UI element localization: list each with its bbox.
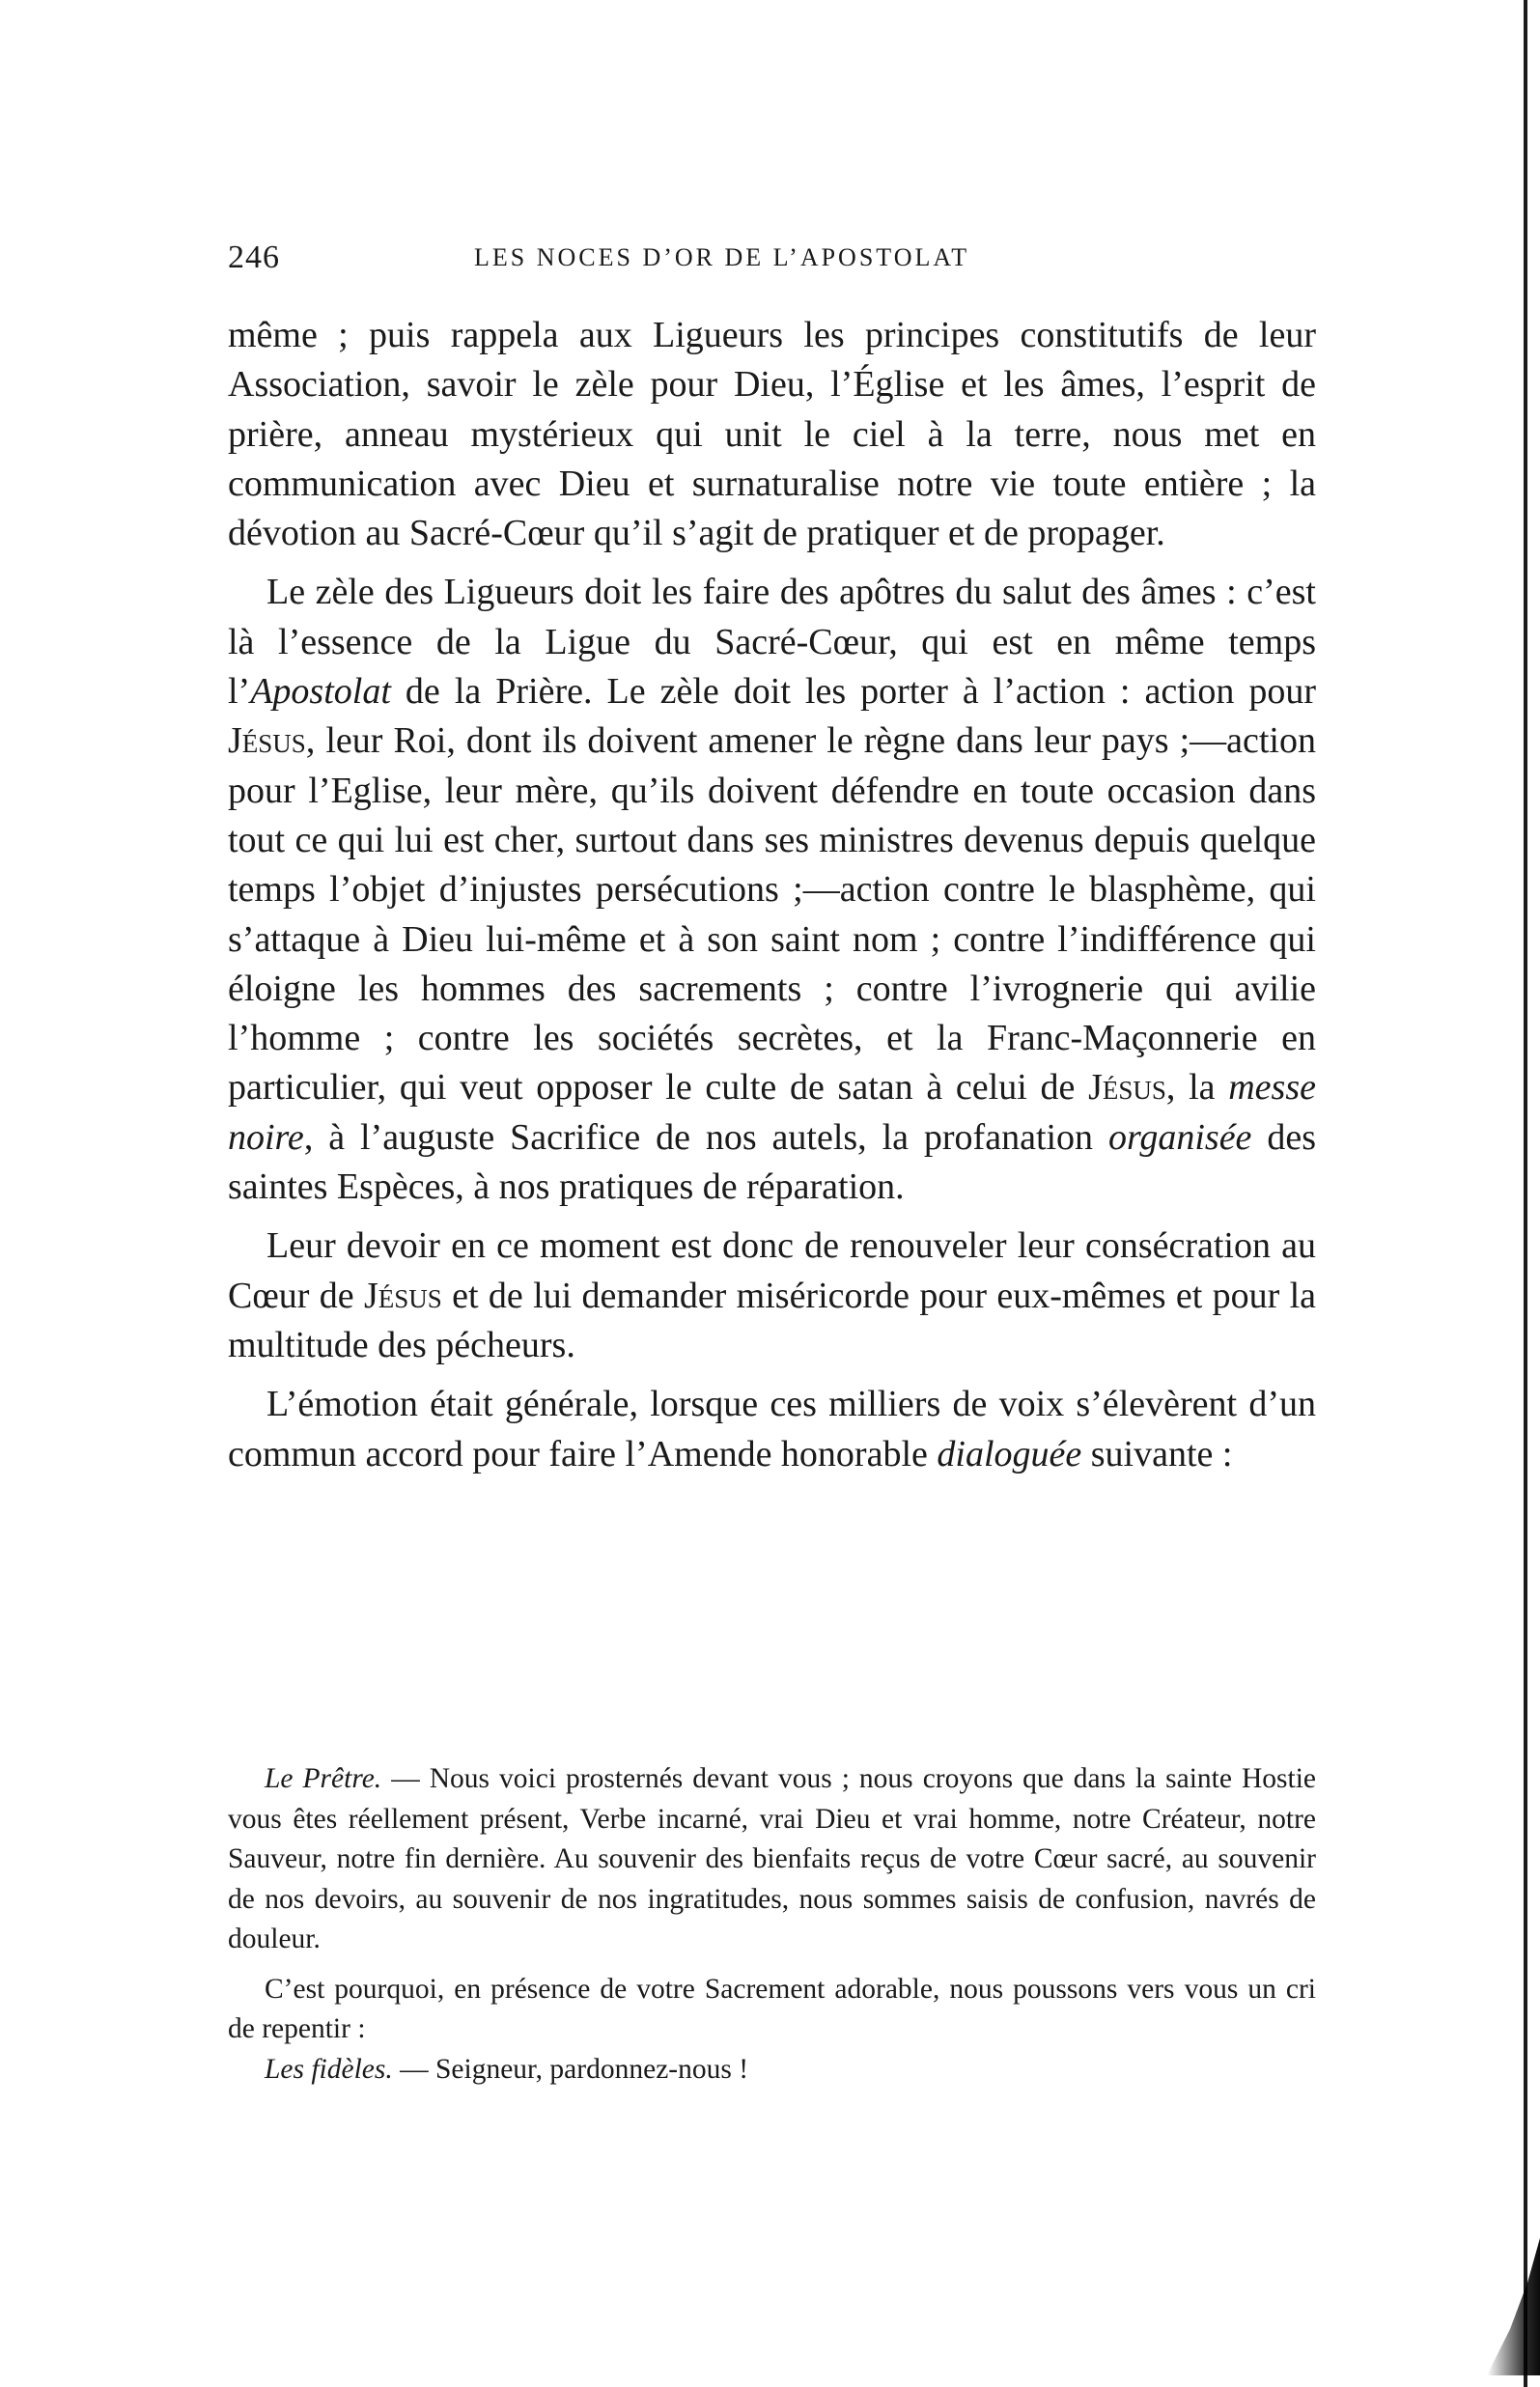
paragraph-3-part: Leur devoir en ce moment est donc de renouveler leur consécration au Cœur de (228, 1225, 1316, 1316)
faithful-response (228, 2050, 1316, 2091)
priest-verse (228, 1759, 1316, 1960)
page-header (228, 239, 1319, 278)
paragraph-4 (228, 1380, 1316, 1479)
paragraph-2-part: , la (1165, 1067, 1229, 1109)
italic-dialoguee: dialoguée (937, 1433, 1082, 1474)
running-title: LES NOCES D’OR DE L’APOSTOLAT (474, 243, 970, 271)
paragraph-2-part: Le zèle des Ligueurs doit les faire des apôtres du salut des âmes : c’est là l’essence de la Ligue du Sacré-Cœur, qui est en même temps l’ (228, 572, 1316, 713)
italic-messe-noire: messe noire (228, 1067, 1316, 1158)
speaker-priest: Le Prêtre. (265, 1763, 382, 1794)
paragraph-3 (228, 1222, 1316, 1370)
italic-organisee: organisée (1107, 1116, 1252, 1158)
page-edge-shadow (1524, 0, 1527, 2387)
main-text (228, 311, 1316, 1489)
page-corner-shadow (1487, 2221, 1540, 2375)
speaker-faithful: Les fidèles. (265, 2053, 393, 2085)
paragraph-2-part: , à l’auguste Sacrifice de nos autels, la profanation (303, 1116, 1108, 1158)
paragraph-2-part: de la Prière. Le zèle doit les porter à l’action : action pour (390, 671, 1316, 713)
paragraph-2-part: , leur Roi, dont ils doivent amener le règne dans leur pays ;—action pour l’Eglise, leur mère, qu’ils doivent défendre en toute occasion dans tout ce qui lui est cher, surtout dans ses ministres devenus depuis quelque temps l’objet d’injustes persécutions ;—action contre le blasphème, qui s’attaque à Dieu lui-même et à son saint nom ; contre l’indifférence qui éloigne les hommes des sacrements ; contre l’ivrognerie qui avilie l’homme ; contre les sociétés secrètes, et la Franc-Maçonnerie en particulier, qui veut opposer le culte de satan à celui de (228, 720, 1316, 1109)
italic-apostolat: Apostolat (250, 671, 391, 713)
paragraph-1: même ; puis rappela aux Ligueurs les principes constitutifs de leur Association, savoir le zèle pour Dieu, l’Église et les âmes, l’esprit de prière, anneau mystérieux qui unit le ciel à la terre, nous met en communication avec Dieu et surnaturalise notre vie toute entière ; la dévotion au Sacré-Cœur qu’il s’agit de pratiquer et de propager. (228, 315, 1316, 554)
faithful-response-text: — Seigneur, pardonnez-nous ! (392, 2053, 749, 2085)
amende-honorable-text (228, 1759, 1316, 2099)
paragraph-3-part: et de lui demander miséricorde pour eux-mêmes et pour la multitude des pécheurs. (228, 1275, 1317, 1365)
priest-verse-text: — Nous voici prosternés devant vous ; nous croyons que dans la sainte Hostie vous êtes réellement présent, Verbe incarné, vrai Dieu et vrai homme, notre Créateur, notre Sauveur, notre fin dernière. Au souvenir des bienfaits reçus de votre Cœur sacré, au souvenir de nos devoirs, au souvenir de nos ingratitudes, nous sommes saisis de confusion, navrés de douleur. (228, 1763, 1316, 1954)
paragraph-2 (228, 568, 1316, 1212)
paragraph-2-part: des saintes Espèces, à nos pratiques de réparation. (228, 1116, 1316, 1208)
continuation-verse: C’est pourquoi, en présence de votre Sacrement adorable, nous poussons vers vous un cri de repentir : (228, 1973, 1316, 2044)
small-caps-jesus: Jésus (1088, 1067, 1166, 1109)
page-number: 246 (228, 239, 280, 275)
paragraph-4-part: L’émotion était générale, lorsque ces milliers de voix s’élevèrent d’un commun accord pour faire l’Amende honorable (228, 1384, 1316, 1474)
paragraph-4-part: suivante : (1081, 1433, 1233, 1474)
small-caps-jesus: Jésus (228, 720, 306, 762)
small-caps-jesus: Jésus (363, 1275, 442, 1316)
